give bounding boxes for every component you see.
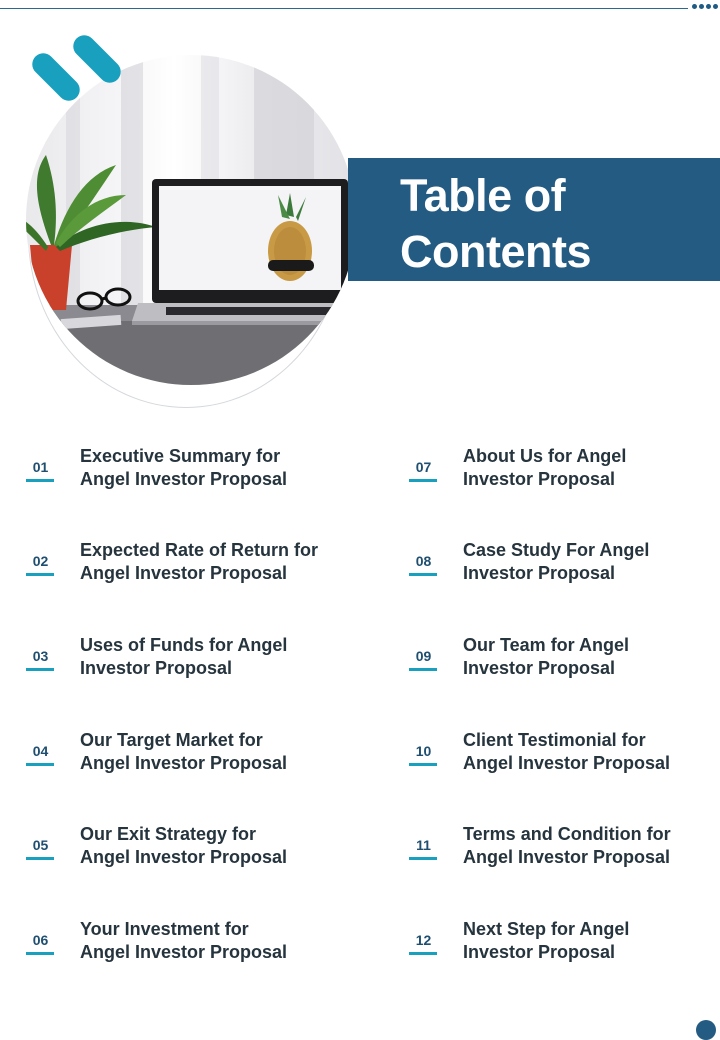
toc-accent-bar [409,857,437,860]
toc-accent-bar [26,857,54,860]
toc-number: 01 [32,459,49,475]
toc-item[interactable] [26,539,319,589]
toc-number: 10 [415,743,432,759]
bottom-corner-dot [696,1020,716,1040]
toc-title [463,729,720,775]
toc-title-line2: Investor Proposal [463,469,616,489]
accent-pill-left [28,49,85,106]
toc-title [80,729,340,775]
toc-number: 09 [415,648,432,664]
toc-number: 12 [415,932,432,948]
toc-title-line2: Angel Investor Proposal [80,942,288,962]
toc-title-line2: Angel Investor Proposal [80,563,288,583]
toc-title-line1: Our Target Market for [80,730,263,750]
toc-number: 02 [32,553,49,569]
toc-title-line1: Expected Rate of Return for [80,540,319,560]
dot-icon [692,4,697,9]
toc-item[interactable] [409,539,699,589]
toc-title-line2: Angel Investor Proposal [463,847,671,867]
toc-title [80,634,340,680]
toc-number: 04 [32,743,49,759]
toc-title-line1: Our Team for Angel [463,635,630,655]
top-dots-ornament [692,4,718,9]
toc-title-line1: Uses of Funds for Angel [80,635,288,655]
toc-accent-bar [409,952,437,955]
toc-number: 08 [415,553,432,569]
toc-accent-bar [409,668,437,671]
toc-accent-bar [26,573,54,576]
toc-title-line1: Client Testimonial for [463,730,646,750]
toc-number: 05 [32,837,49,853]
toc-title-line2: Investor Proposal [463,563,616,583]
toc-title-line1: Terms and Condition for [463,824,671,844]
page-title-line2: Contents [400,226,591,277]
toc-title [80,445,340,491]
toc-title-line2: Investor Proposal [463,942,616,962]
toc-title [463,445,720,491]
toc-title [463,634,720,680]
toc-accent-bar [26,763,54,766]
top-divider-line [0,8,688,9]
toc-title-line1: Case Study For Angel [463,540,650,560]
toc-number: 03 [32,648,49,664]
desk-laptop-illustration [26,55,356,385]
title-banner [348,158,720,281]
toc-item[interactable] [409,634,699,684]
page-title [400,168,591,280]
toc-item[interactable] [409,729,699,779]
dot-icon [699,4,704,9]
toc-title-line2: Angel Investor Proposal [80,753,288,773]
toc-title [463,823,720,869]
toc-item[interactable] [26,918,316,968]
toc-accent-bar [409,763,437,766]
toc-accent-bar [26,479,54,482]
toc-title-line2: Investor Proposal [80,658,233,678]
toc-accent-bar [409,573,437,576]
toc-title-line2: Angel Investor Proposal [463,753,671,773]
toc-item[interactable] [26,445,316,495]
toc-item[interactable] [409,918,699,968]
toc-item[interactable] [26,823,316,873]
toc-title [80,539,340,585]
desk-laptop-photo [26,55,356,385]
toc-title-line2: Investor Proposal [463,658,616,678]
toc-accent-bar [26,668,54,671]
toc-title-line1: Executive Summary for [80,446,281,466]
toc-title-line1: Our Exit Strategy for [80,824,257,844]
toc-number: 07 [415,459,432,475]
toc-number: 06 [32,932,49,948]
toc-title [463,918,720,964]
toc-item[interactable] [26,634,316,684]
toc-title-line1: About Us for Angel [463,446,627,466]
toc-title [80,918,340,964]
toc-item[interactable] [409,823,699,873]
toc-item[interactable] [409,445,699,495]
toc-accent-bar [26,952,54,955]
toc-accent-bar [409,479,437,482]
toc-number: 11 [416,837,431,853]
page-title-line1: Table of [400,170,566,221]
toc-title [463,539,720,585]
toc-title [80,823,340,869]
toc-title-line2: Angel Investor Proposal [80,469,288,489]
toc-title-line1: Your Investment for [80,919,249,939]
toc-title-line2: Angel Investor Proposal [80,847,288,867]
accent-pill-right [69,31,126,88]
toc-item[interactable] [26,729,316,779]
dot-icon [706,4,711,9]
toc-title-line1: Next Step for Angel [463,919,630,939]
dot-icon [713,4,718,9]
